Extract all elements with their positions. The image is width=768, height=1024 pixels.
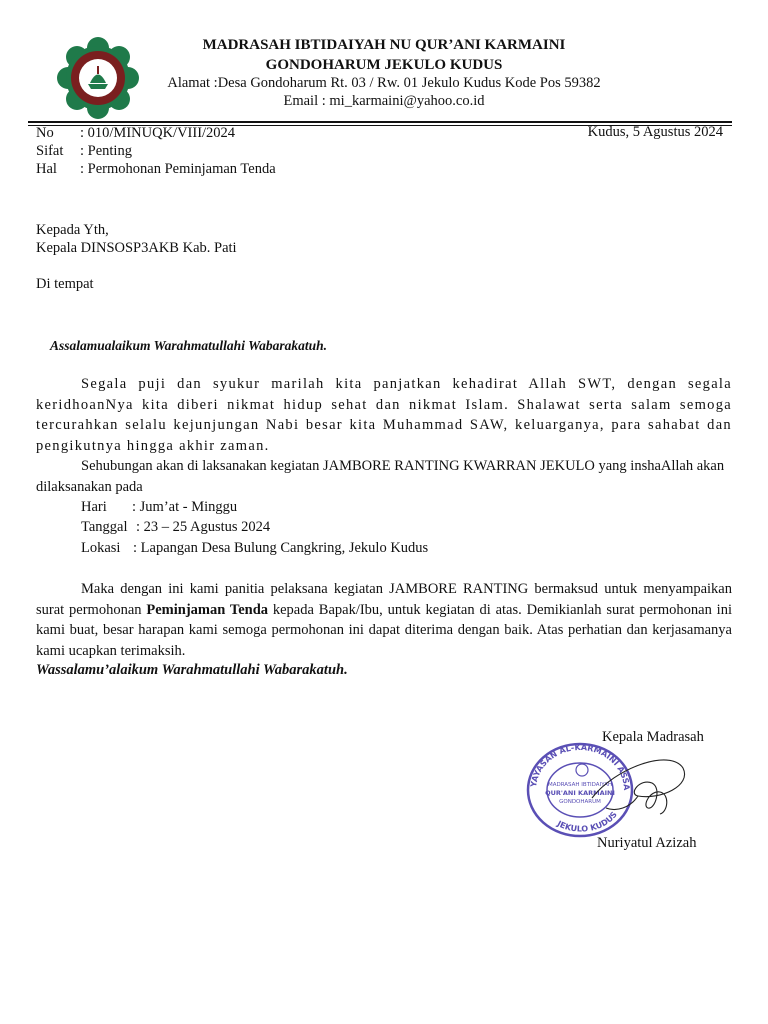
letter-subject	[36, 160, 276, 178]
paragraph-event	[36, 456, 732, 497]
recipient-name: Kepala DINSOSP3AKB Kab. Pati	[36, 240, 237, 256]
letter-nature-label: Sifat	[36, 143, 64, 159]
schedule-day-label: Hari	[81, 499, 107, 515]
letter-nature-value: : Penting	[80, 143, 132, 159]
school-location: GONDOHARUM JEKULO KUDUS	[265, 57, 503, 73]
letter-nature	[36, 142, 132, 160]
schedule-date	[81, 517, 270, 538]
paragraph-opening	[36, 374, 732, 456]
schedule-day	[81, 497, 237, 518]
paragraph-request-part1: Maka dengan ini kami panitia pelaksana kegiatan JAMBORE RANTING bermaksud untuk menyampaikan surat permohonan	[36, 581, 732, 618]
paragraph-event-text: Sehubungan akan di laksanakan kegiatan JAMBORE RANTING KWARRAN JEKULO yang inshaAllah akan dilaksanakan pada	[36, 458, 725, 495]
school-name: MADRASAH IBTIDAIYAH NU QUR’ANI KARMAINI	[202, 37, 566, 53]
letter-number-label: No	[36, 125, 54, 141]
signatory-title: Kepala Madrasah	[602, 729, 704, 745]
stamp-text-mid1: MADRASAH IBTIDAIYAH	[547, 782, 613, 788]
schedule-location-label: Lokasi	[81, 540, 121, 556]
schedule-location	[81, 538, 428, 559]
paragraph-request	[36, 579, 732, 661]
paragraph-request-highlight: Peminjaman Tenda	[146, 601, 269, 618]
stamp-text-mid3: GONDOHARUM	[559, 799, 601, 805]
paragraph-request-text	[36, 579, 732, 661]
stamp-text-bottom: JEKULO KUDUS	[555, 810, 619, 834]
school-address: Alamat :Desa Gondoharum Rt. 03 / Rw. 01 Jekulo Kudus Kode Pos 59382	[167, 75, 601, 91]
letter-subject-label: Hal	[36, 161, 57, 177]
closing-greeting: Wassalamu’alaikum Warahmatullahi Wabarakatuh.	[36, 662, 348, 678]
letter-subject-value: : Permohonan Peminjaman Tenda	[80, 161, 276, 177]
signatory-name: Nuriyatul Azizah	[597, 835, 697, 851]
recipient-place: Di tempat	[36, 276, 94, 292]
schedule-location-value: : Lapangan Desa Bulung Cangkring, Jekulo Kudus	[133, 540, 429, 556]
stamp-text-top: YAYASAN AL-KARMAINI ASSA	[529, 742, 632, 791]
letter-number	[36, 124, 235, 142]
letter-date: Kudus, 5 Agustus 2024	[587, 124, 723, 140]
schedule-date-value: : 23 – 25 Agustus 2024	[136, 519, 271, 535]
school-email: Email : mi_karmaini@yahoo.co.id	[283, 93, 485, 109]
schedule-day-value: : Jum’at - Minggu	[132, 499, 238, 515]
schedule-date-label: Tanggal	[81, 519, 128, 535]
letter-number-value: : 010/MINUQK/VIII/2024	[80, 125, 236, 141]
official-stamp-icon	[520, 738, 700, 840]
paragraph-request-part2: kepada Bapak/Ibu, untuk kegiatan di atas. Demikianlah surat permohonan ini kami buat, besar harapan kami semoga permohonan ini dapat diterima dengan baik. Atas perhatian dan kerjasamanya kami ucapkan terimaksih.	[36, 601, 732, 659]
paragraph-opening-text: Segala puji dan syukur marilah kita panjatkan kehadirat Allah SWT, dengan segala keridhoanNya kita diberi nikmat hidup sehat dan nikmat Islam. Shalawat serta salam semoga tercurahkan selalu kejunjungan Nabi besar kita Muhammad SAW, keluarganya, para sahabat dan pengikutnya hingga akhir zaman.	[36, 376, 732, 454]
recipient-salutation: Kepada Yth,	[36, 222, 109, 238]
header-divider-thick	[28, 121, 732, 123]
stamp-text-mid2: QUR'ANI KARMAINI	[545, 789, 615, 797]
opening-greeting: Assalamualaikum Warahmatullahi Wabarakatuh.	[50, 338, 327, 353]
